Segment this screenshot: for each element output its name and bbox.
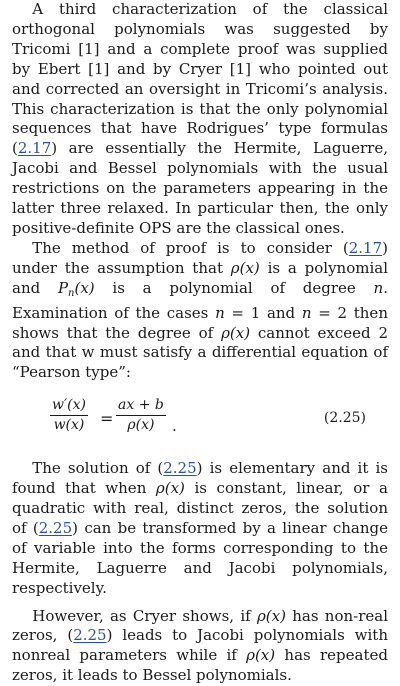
paragraph-cryer-shows — [12, 607, 388, 686]
fraction-lhs-numerator: w′(x) — [52, 397, 86, 414]
fraction-rhs — [116, 397, 166, 434]
math-P-argument: (x) — [74, 278, 95, 297]
text-run: has non-real zeros, ( — [12, 606, 388, 645]
fraction-lhs-denominator: w(x) — [53, 417, 85, 434]
math-P-subscript: n — [68, 287, 75, 299]
fraction-rhs-numerator: ax + b — [118, 397, 164, 414]
text-run: is a polynomial and — [12, 258, 388, 297]
equation-period: . — [172, 417, 177, 436]
text-run: is a polynomial of degree — [94, 278, 374, 297]
fraction-lhs — [50, 397, 88, 434]
text-run: The solution of ( — [32, 459, 164, 478]
fraction-rhs-denominator: ρ(x) — [127, 417, 155, 434]
math-rho-x: ρ(x) — [256, 606, 286, 625]
paragraph-solution — [12, 459, 388, 598]
text-run: ) are essentially the Hermite, Laguerre, Jacobi and Bessel polynomials with the usual restrictions on the parameters appearing in the latter three relaxed. In particular then, the only positive-definite OPS are the classical ones. — [12, 139, 388, 237]
equation-ref-2-25[interactable]: 2.25 — [163, 459, 197, 478]
math-rho-x: ρ(x) — [230, 258, 260, 277]
math-rho-x: ρ(x) — [246, 646, 276, 665]
text-run: is constant, linear, or a quadratic with real, distinct zeros, the solution of ( — [12, 479, 388, 537]
text-run: . Examination of the cases — [12, 278, 388, 322]
text-run: = 2 then shows that the degree of — [12, 303, 388, 342]
text-run: = 1 and — [224, 303, 302, 322]
equation-number: (2.25) — [323, 410, 366, 427]
math-rho-x: ρ(x) — [155, 479, 185, 498]
text-run: ) is elementary and it is found that when — [12, 459, 388, 498]
text-run: However, as Cryer shows, if — [32, 606, 257, 625]
equals-sign: = — [100, 409, 114, 429]
equation-pearson-type — [12, 393, 388, 451]
text-run: ) leads to Jacobi polynomials with nonreal parameters while if — [12, 626, 388, 665]
text-run: The method of proof is to consider ( — [32, 238, 349, 257]
text-run: ) can be transformed by a linear change of variable into the forms corresponding to the Hermite, Laguerre and Jacobi polynomials, respectively. — [12, 518, 389, 597]
paragraph-tricomi-characterization — [12, 0, 388, 239]
text-run: ) under the assumption that — [12, 238, 388, 277]
equation-ref-2-17[interactable]: 2.17 — [348, 238, 383, 257]
text-run: A third characterization of the classical orthogonal polynomials was suggested by Tricomi [1] and a complete proof was supplied by Ebert [1] and by Cryer [1] who pointed out and corrected an oversight in Tricomi’s analysis. This characterization is that the only polynomial sequences that have Rodrigues’ type formulas ( — [12, 0, 388, 158]
equation-ref-2-17[interactable]: 2.17 — [17, 139, 52, 158]
math-rho-x: ρ(x) — [221, 323, 251, 342]
math-n: n — [301, 303, 312, 322]
text-run: has repeated zeros, it leads to Bessel polynomials. — [12, 646, 388, 685]
paragraph-method-of-proof — [12, 239, 388, 383]
equation-ref-2-25[interactable]: 2.25 — [73, 626, 107, 645]
math-n: n — [373, 278, 384, 297]
equation-ref-2-25[interactable]: 2.25 — [38, 518, 73, 537]
math-n: n — [215, 303, 225, 322]
fraction-bar — [50, 415, 88, 416]
fraction-bar — [116, 415, 166, 416]
text-run: cannot exceed 2 and that w must satisfy a differential equation of “Pearson type”: — [12, 323, 388, 382]
math-P: P — [57, 278, 69, 297]
